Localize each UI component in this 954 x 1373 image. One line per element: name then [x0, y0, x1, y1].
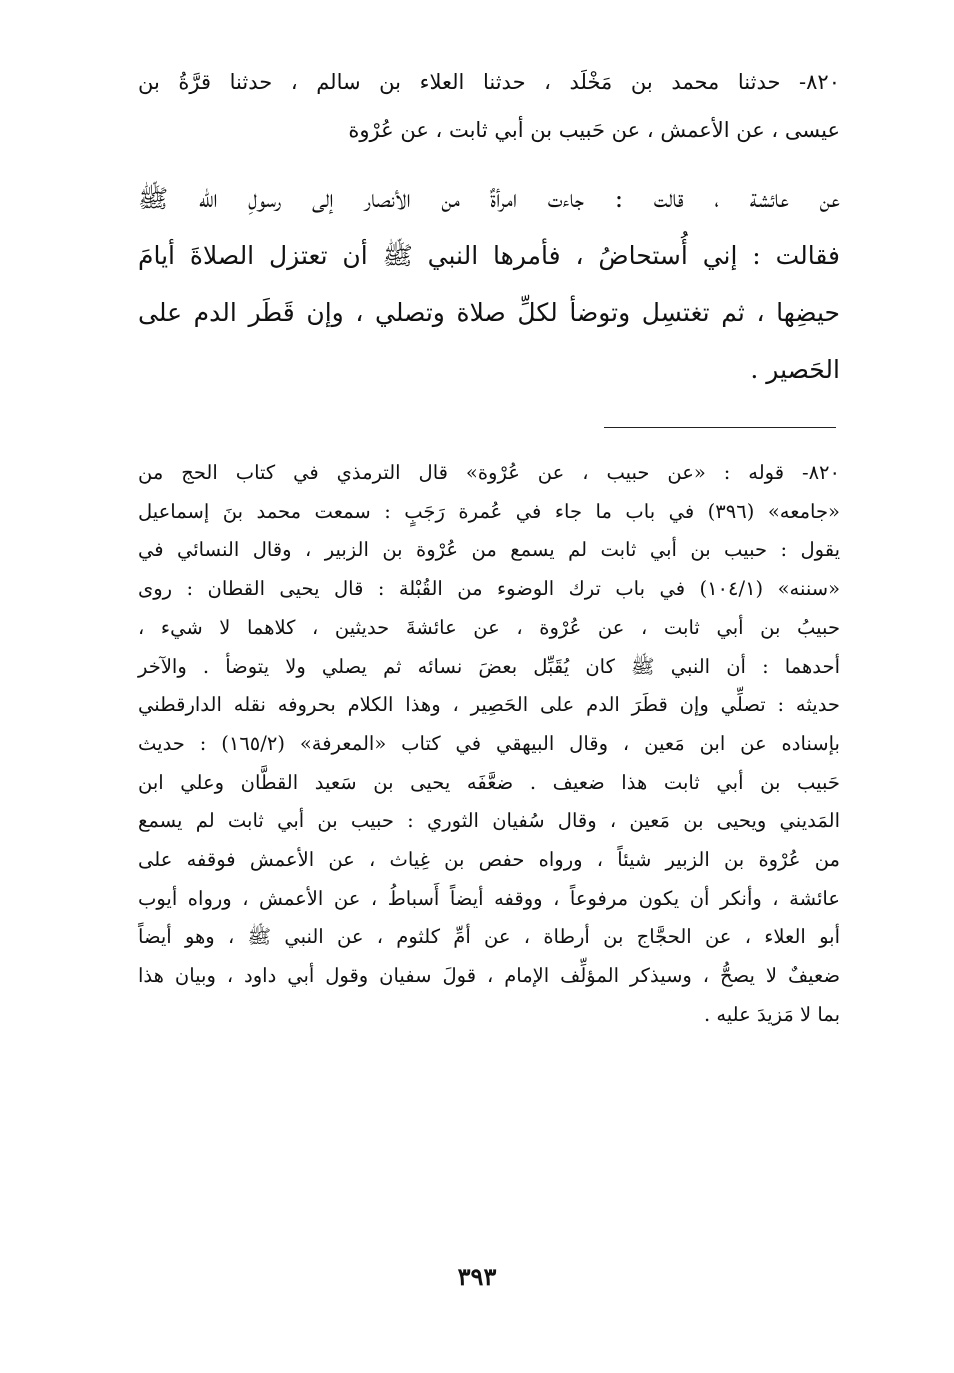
isnad-line: عيسى ، عن الأعمش ، عن حَبيب بن أبي ثابت ، عن عُرْوة: [348, 118, 840, 142]
footnote-line: ٨٢٠- قوله : «عن حبيب ، عن عُرْوة» قال الترمذي في كتاب الحج من: [138, 461, 840, 484]
matn-line: عن عائشة ، قالت : جاءت امرأةٌ من الأنصار إلى رسولِ الله ﷺ: [138, 184, 840, 213]
footnote-line: «سننه» (١٠٤/١) في باب ترك الوضوء من القُبْلة : قال يحيى القطان : روى: [138, 577, 840, 601]
footnote-line: عائشة ، وأنكر أن يكون مرفوعاً ، ووقفه أيضاً أَسباطُ ، عن الأعمش ، ورواه أيوب: [138, 886, 840, 910]
footnote-line: أبو العلاء ، عن الحجَّاج بن أرطاة ، عن أمِّ كلثوم ، عن النبي ﷺ ، وهو أيضاً: [138, 925, 840, 949]
footnote-line: يقول : حبيب بن أبي ثابت لم يسمع من عُرْوة بن الزبير ، وقال النسائي في: [138, 538, 840, 562]
footnote-line: المَديني ويحيى بن مَعين ، وقال سُفيان الثوري : حبيب بن أبي ثابت لم يسمع: [138, 809, 840, 833]
footnote-line: حديثه : تصلِّي وإن قطَرَ الدم على الحَصِير ، وهذا الكلام بحروفه نقله الدارقطني: [138, 693, 840, 717]
footnote-separator: [604, 427, 836, 428]
footnote: [138, 454, 840, 1035]
hadith-isnad: [138, 58, 840, 154]
footnote-line: حَبيب بن أبي ثابت هذا ضعيف . ضعَّفَه يحيى بن سَعيد القطَّان وعلي ابن: [138, 770, 840, 794]
footnote-line: من عُرْوة بن الزبير شيئاً ، ورواه حفص بن غِياث ، عن الأعمش فوقفه على: [138, 848, 840, 872]
footnote-line: ضعيفٌ لا يصحُّ ، وسيذكر المؤلِّف الإمام ، قولَ سفيان وقول أبي داود ، وبيان هذا: [138, 964, 840, 988]
page-number: ٣٩٣: [457, 1262, 497, 1291]
footnote-line: «جامعه» (٣٩٦) في باب ما جاء في عُمرة رَجَبٍ : سمعت محمد بنَ إسماعيل: [138, 499, 840, 523]
matn-line: الحَصير .: [750, 355, 840, 384]
matn-line: حيضِها ، ثم تغتسِل وتوضأ لكلِّ صلاة وتصلي ، وإن قَطَر الدم على: [138, 298, 840, 327]
footnote-line: بإسناده عن ابن مَعين ، وقال البيهقي في كتاب «المعرفة» (١٦٥/٢) : حديث: [138, 731, 840, 755]
isnad-line: ٨٢٠- حدثنا محمد بن مَخْلَد ، حدثنا العلاء بن سالم ، حدثنا قرَّةُ بن: [138, 70, 840, 94]
hadith-matn: [138, 170, 840, 398]
footnote-line: بما لا مَزيدَ عليه .: [703, 1002, 840, 1026]
footnote-line: حبيبُ بن أبي ثابت ، عن عُرْوة ، عن عائشةَ حديثين ، كلاهما لا شيء ،: [138, 615, 840, 639]
matn-line: فقالت : إني أُستحاضُ ، فأمرها النبي ﷺ أن تعتزل الصلاةَ أيامَ: [138, 241, 840, 270]
footnote-line: أحدهما : أن النبي ﷺ كان يُقَبِّل بعضَ نسائه ثم يصلي ولا يتوضأ . والآخر: [138, 654, 840, 678]
